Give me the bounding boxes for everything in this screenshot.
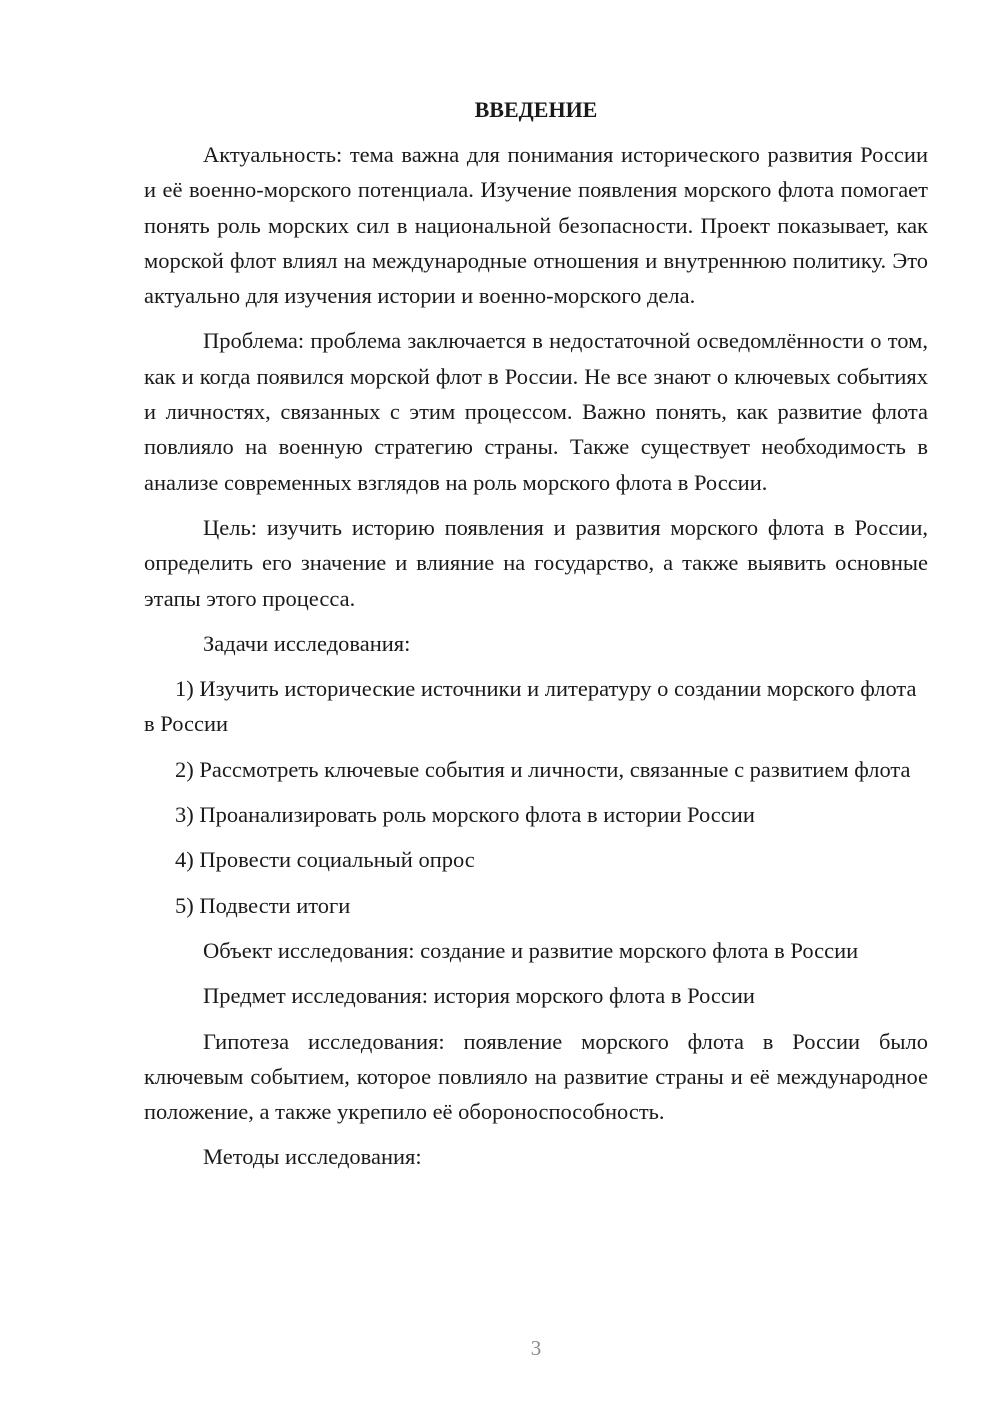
task-item-2: 2) Рассмотреть ключевые события и личности, связанные с развитием флота: [175, 756, 911, 782]
tasks-heading: Задачи исследования:: [203, 630, 411, 656]
task-item-1: 1) Изучить исторические источники и литературу о создании морского флота в России: [144, 676, 917, 737]
research-subject: Предмет исследования: история морского флота в России: [203, 983, 755, 1009]
relevance-paragraph: Актуальность: тема важна для понимания исторического развития России и её военно-морского потенциала. Изучение появления морского флота помогает понять роль морских сил в национальной безопасности. Проект показывает, как морской флот влиял на международные отношения и внутреннюю политику. Это актуально для изучения истории и военно-морского дела.: [144, 142, 928, 309]
problem-paragraph: Проблема: проблема заключается в недостаточной осведомлённости о том, как и когда появился морской флот в России. Не все знают о ключевых событиях и личностях, связанных с этим процессом. Важно понять, как развитие флота повлияло на военную стратегию страны. Также существует необходимость в анализе современных взглядов на роль морского флота в России.: [144, 328, 928, 495]
document-page: [144, 95, 928, 1185]
hypothesis-paragraph: Гипотеза исследования: появление морского флота в России было ключевым событием, которое повлияло на развитие страны и её международное положение, а также укрепило её обороноспособность.: [144, 1028, 928, 1125]
goal-paragraph: Цель: изучить историю появления и развития морского флота в России, определить его значение и влияние на государство, а также выявить основные этапы этого процесса.: [144, 514, 928, 611]
research-object: Объект исследования: создание и развитие морского флота в России: [203, 937, 859, 963]
task-item-4: 4) Провести социальный опрос: [175, 847, 475, 873]
methods-heading: Методы исследования:: [203, 1144, 422, 1170]
section-title: ВВЕДЕНИЕ: [474, 97, 598, 122]
page-number: 3: [530, 1336, 542, 1360]
task-item-3: 3) Проанализировать роль морского флота в истории России: [175, 802, 755, 828]
task-item-5: 5) Подвести итоги: [175, 892, 351, 918]
